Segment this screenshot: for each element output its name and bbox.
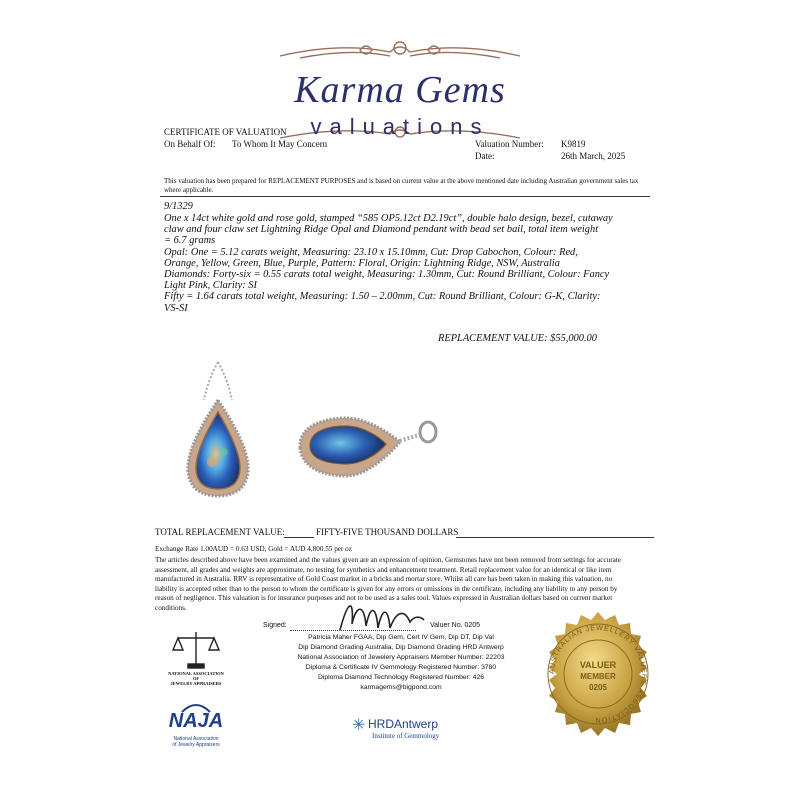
on-behalf-value: To Whom It May Concern xyxy=(232,139,328,149)
legal-line: The articles described above have been examined and the values given are an expression of opinion. Gemstones have not been removed from settings for accurate xyxy=(155,556,622,564)
description-line: Orange, Yellow, Green, Blue, Purple, Pattern: Floral, Origin: Lightning Ridge, NSW, Australia xyxy=(164,257,560,269)
gold-seal-icon xyxy=(534,610,662,738)
description-line: VS-SI xyxy=(164,302,188,314)
hrd-logo xyxy=(352,717,472,747)
valuer-number: Valuer No. 0205 xyxy=(430,622,481,629)
pendant-front-image xyxy=(178,360,258,510)
item-ref: 9/1329 xyxy=(164,201,193,212)
legal-line: assessment, all grades and weights are approximate, no testing for synthetics and enhancement treatment. Retail replacement value for an identical or like item xyxy=(155,565,612,574)
replacement-value: REPLACEMENT VALUE: $55,000.00 xyxy=(438,333,597,344)
star-icon: ✳ xyxy=(352,717,366,734)
seal-center-2: MEMBER xyxy=(580,672,616,681)
description-line: claw and four claw set Lightning Ridge Opal and Diamond pendant with bead set bail, total item weight xyxy=(164,224,599,236)
naja-caption: National Association of Jewelry Appraisers xyxy=(172,736,220,748)
underline xyxy=(456,537,654,538)
description-line: Diamonds: Forty-six = 0.55 carats total weight, Measuring: 1.30mm, Cut: Round Brilliant, Colour: Fancy xyxy=(164,269,610,281)
valuation-number-label: Valuation Number: xyxy=(475,139,544,149)
credential-line: Diploma Diamond Technology Registered Number: 426 xyxy=(317,674,485,681)
description-line: Fifty = 1.64 carats total weight, Measuring: 1.50 – 2.00mm, Cut: Round Brilliant, Colour: G-K, Clarity: xyxy=(164,291,601,303)
signed-label: Signed: xyxy=(263,622,287,629)
credential-line: Patricia Maher FGAA, Dip Gem, Cert IV Gem, Dip DT, Dip Val xyxy=(308,634,494,641)
seal-ring-text: AUSTRALIAN JEWELLERY VALUERS ASSOCIATION xyxy=(548,624,648,724)
legal-line: manufactured in Australia. RRV is representative of Gold Coast market in a bricks and mortar store. Whilst all care has been taken in making this valuation, no xyxy=(155,575,613,584)
description-line: One x 14ct white gold and rose gold, stamped “585 OP5.12ct D2.19ct”, double halo design, bezel, cutaway xyxy=(164,213,613,224)
credential-line: Dip Diamond Grading Australia, Dip Diamond Grading HRD Antwerp xyxy=(298,644,504,651)
brand-script: Karma Gems xyxy=(294,69,506,111)
naja-logo xyxy=(160,700,232,756)
description-line: = 6.7 grams xyxy=(164,235,216,247)
hrd-sub: Institute of Gemmology xyxy=(372,732,440,740)
credential-line: National Association of Jewelery Appraisers Member Number: 22203 xyxy=(297,654,505,661)
seal-center-1: VALUER xyxy=(579,660,617,670)
credentials xyxy=(276,633,526,693)
pendant-side-image xyxy=(296,412,438,482)
purpose-note: This valuation has been prepared for REPLACEMENT PURPOSES and is based on current value at the above mentioned date including Australian government sales tax where applicable. xyxy=(164,177,639,194)
on-behalf-label: On Behalf Of: xyxy=(164,139,216,149)
exchange-rate: Exchange Rate 1.00AUD = 0.63 USD, Gold = AUD 4,800.55 per oz xyxy=(155,545,352,553)
legal-line: conditions. xyxy=(155,603,187,612)
total-label: TOTAL REPLACEMENT VALUE: xyxy=(155,527,285,537)
date-label: Date: xyxy=(475,151,495,161)
description-line: Opal: One = 5.12 carats weight, Measuring: 23.10 x 15.10mm, Cut: Drop Cabochon, Colour: Red, xyxy=(164,246,578,258)
signature-mark xyxy=(330,594,430,636)
legal-line: reason of negligence. This valuation is for insurance purposes and not to be used as a sales tool. Values expressed in Australian dollars based on current market xyxy=(155,594,613,603)
valuation-number: K9819 xyxy=(561,139,586,149)
divider xyxy=(160,196,650,197)
legal-line: liability is accepted other than to the person to whom the certificate is given for any errors or omissions in the certificate, including any liability to any person by xyxy=(155,584,618,593)
naja-wordmark: NAJA xyxy=(168,710,224,732)
brand-logo xyxy=(240,34,560,139)
underline xyxy=(284,537,314,538)
naja-small-caption: NATIONAL ASSOCIATION OF JEWELRY APPRAISERS xyxy=(168,671,224,686)
total-value: FIFTY-FIVE THOUSAND DOLLARS xyxy=(316,527,459,537)
brand-sub: valuations xyxy=(310,114,490,139)
hrd-name: HRDAntwerp xyxy=(368,717,439,731)
certificate-title: CERTIFICATE OF VALUATION xyxy=(164,127,287,137)
scales-logo-icon xyxy=(172,628,220,672)
credential-line: Diploma & Certificate IV Gemmology Registered Number: 3780 xyxy=(305,664,497,671)
date-value: 26th March, 2025 xyxy=(561,151,626,161)
item-description xyxy=(164,213,664,314)
seal-center-3: 0205 xyxy=(589,683,607,692)
credential-line: karmagems@bigpond.com xyxy=(360,684,442,691)
description-line: Light Pink, Clarity: SI xyxy=(164,280,257,292)
